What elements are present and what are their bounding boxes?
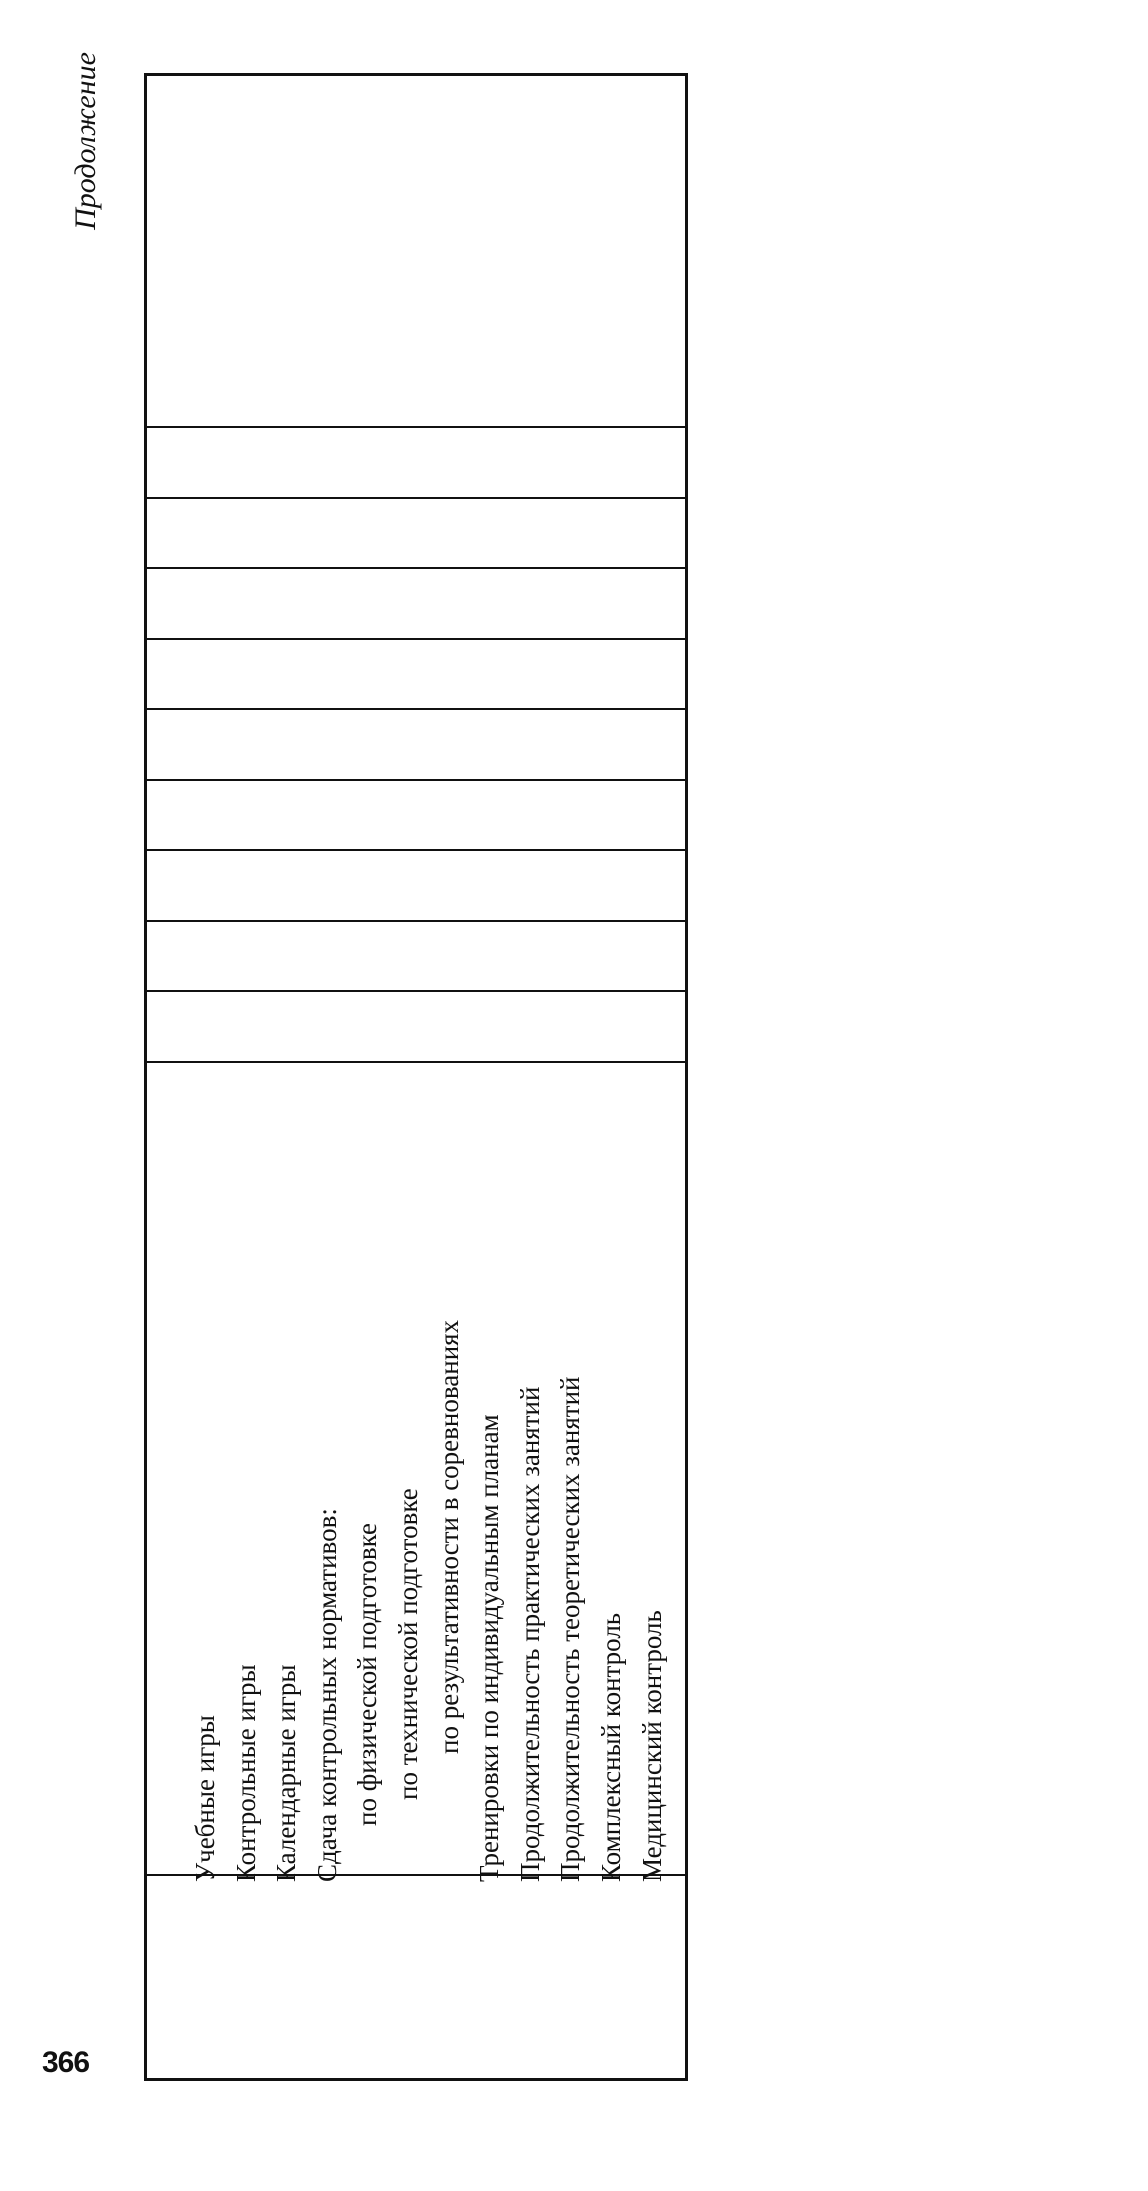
table-column-divider — [144, 779, 688, 781]
table-row-label: по физической подготовке — [352, 1523, 383, 1826]
table-row-label: Медицинский контроль — [636, 1610, 667, 1882]
table-column-divider — [144, 497, 688, 499]
table-column-divider — [144, 849, 688, 851]
table-row-label: по технической подготовке — [392, 1488, 423, 1800]
table-row-label: Комплексный контроль — [595, 1612, 626, 1882]
table-column-divider — [144, 920, 688, 922]
row-label-list — [185, 1320, 672, 1882]
page-number: 366 — [42, 2046, 90, 2079]
table-column-divider — [144, 638, 688, 640]
table-column-divider — [144, 990, 688, 992]
table-row-label: Продолжительность практических занятий — [514, 1386, 545, 1882]
table-column-divider — [144, 567, 688, 569]
table-column-divider — [144, 708, 688, 710]
table-column-divider — [144, 1061, 688, 1063]
table-row-label: Сдача контрольных нормативов: — [311, 1508, 342, 1882]
table-row-label: по результативности в соревнованиях — [433, 1319, 464, 1754]
table-row-label: Контрольные игры — [230, 1664, 261, 1882]
table-row-label: Учебные игры — [190, 1715, 220, 1882]
table-row-label: Продолжительность теоретических занятий — [555, 1376, 586, 1882]
table-row-label: Тренировки по индивидуальным планам — [474, 1414, 505, 1882]
table-column-divider — [144, 426, 688, 428]
table-row-label: Календарные игры — [271, 1664, 302, 1882]
continuation-text: Продолжение — [69, 52, 102, 230]
